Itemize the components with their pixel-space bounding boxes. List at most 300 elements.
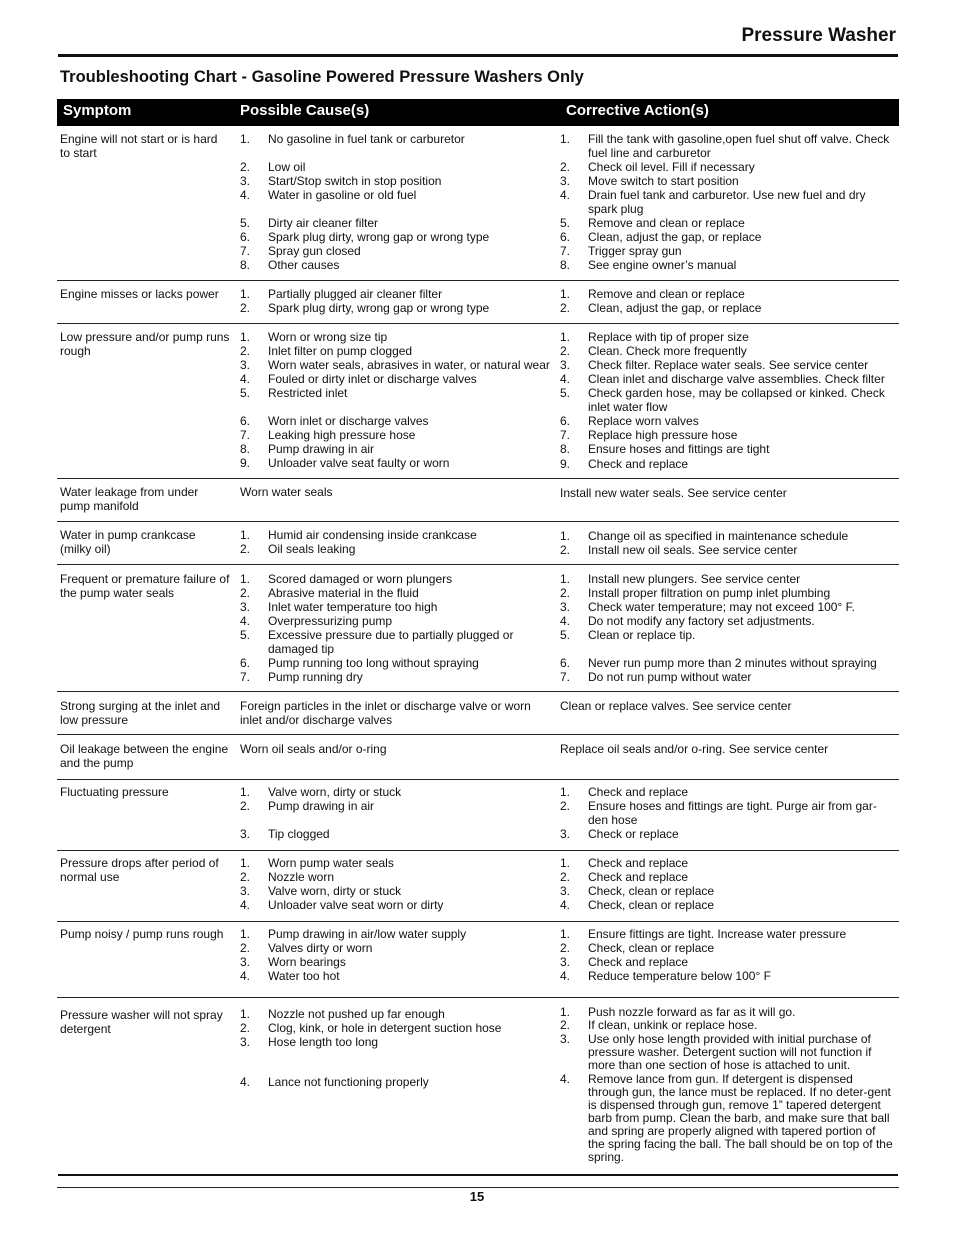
list-item	[240, 456, 550, 470]
item-text: Valves dirty or worn	[268, 941, 373, 955]
item-text: Unloader valve seat worn or dirty	[268, 898, 444, 912]
item-number: 1.	[240, 856, 251, 870]
item-text: Remove and clean or replace	[588, 287, 745, 301]
item-text: Leaking high pressure hose	[268, 428, 416, 442]
item-text: Reduce temperature below 100° F	[588, 969, 771, 983]
list-item	[560, 230, 895, 244]
list-item	[240, 485, 550, 499]
item-number: 3.	[560, 1032, 571, 1046]
item-number: 2.	[560, 344, 571, 358]
item-text: Valve worn, dirty or stuck	[268, 884, 402, 898]
causes-cell	[240, 692, 550, 734]
item-text: Scored damaged or worn plungers	[268, 572, 453, 586]
item-text: Water too hot	[268, 969, 340, 983]
list-item	[240, 344, 550, 358]
item-text: Spark plug dirty, wrong gap or wrong type	[268, 230, 490, 244]
list-item	[560, 543, 895, 557]
list-item	[560, 1019, 895, 1032]
list-item	[240, 699, 550, 727]
list-item	[240, 428, 550, 442]
item-number: 5.	[240, 628, 251, 642]
item-text: Worn inlet or discharge valves	[268, 414, 429, 428]
list-item	[560, 330, 895, 344]
list-item	[240, 244, 550, 258]
table-row	[57, 522, 899, 565]
item-text: Install proper filtration on pump inlet plumbing	[588, 586, 831, 600]
item-text: Change oil as specified in maintenance schedule	[588, 529, 849, 543]
list-item	[560, 600, 895, 614]
list-item	[560, 344, 895, 358]
column-header-causes: Possible Cause(s)	[240, 102, 370, 119]
actions-cell	[560, 479, 895, 521]
header-divider	[58, 54, 898, 57]
item-text: Clean, adjust the gap, or replace	[588, 230, 762, 244]
item-text: Start/Stop switch in stop position	[268, 174, 442, 188]
symptom-cell: Frequent or premature failure of the pump water seals	[60, 572, 230, 600]
list-item	[560, 160, 895, 174]
item-number: 2.	[240, 941, 251, 955]
item-number: 4.	[240, 1075, 251, 1089]
item-text: Worn oil seals and/or o-ring	[240, 742, 387, 756]
item-text: Check or replace	[588, 827, 679, 841]
list-item	[240, 656, 550, 670]
list-item	[560, 258, 895, 272]
item-number: 4.	[560, 614, 571, 628]
item-text: Drain fuel tank and carburetor. Use new fuel and dry spark plug	[588, 188, 866, 216]
item-number: 5.	[240, 386, 251, 400]
list-item	[240, 414, 550, 428]
list-item	[560, 628, 895, 642]
item-text: Lance not functioning properly	[268, 1075, 429, 1089]
item-text: Clean, adjust the gap, or replace	[588, 301, 762, 315]
item-text: Check water temperature; may not exceed 100° F.	[588, 600, 855, 614]
list-item	[560, 1033, 895, 1072]
item-number: 1.	[560, 330, 571, 344]
item-text: Other causes	[268, 258, 340, 272]
list-item	[240, 898, 550, 912]
item-text: Check, clean or replace	[588, 941, 715, 955]
item-number: 3.	[560, 174, 571, 188]
symptom-cell: Low pressure and/or pump runs rough	[60, 330, 230, 358]
item-number: 4.	[560, 969, 571, 983]
list-item	[240, 1036, 550, 1049]
item-text: Overpressurizing pump	[268, 614, 393, 628]
table-row	[57, 479, 899, 522]
item-number: 7.	[240, 670, 251, 684]
troubleshooting-table	[57, 126, 899, 1188]
item-text: Pump drawing in air	[268, 442, 375, 456]
item-text: Worn bearings	[268, 955, 346, 969]
list-item	[240, 442, 550, 456]
item-number: 6.	[240, 230, 251, 244]
causes-cell	[240, 735, 550, 779]
column-header-actions: Corrective Action(s)	[566, 102, 709, 119]
list-item	[560, 442, 895, 456]
causes-cell	[240, 281, 550, 323]
item-number: 7.	[560, 244, 571, 258]
item-text: Remove lance from gun. If detergent is dispensed through gun, the lance must be replaced. If no deter-gent is dispensed through gun, remove 1” tapered detergent barb from pump. Clean the barb, and make sure that ball and spring are properly aligned with tapered portion of the spring facing the ball. The ball should be on top of the spring.	[588, 1072, 893, 1164]
actions-cell	[560, 735, 895, 779]
table-row	[57, 692, 899, 735]
item-text: Install new plungers. See service center	[588, 572, 801, 586]
symptom-cell: Pressure drops after period of normal use	[60, 856, 219, 884]
list-item	[240, 941, 550, 955]
item-number: 9.	[240, 456, 251, 470]
item-text: Ensure hoses and fittings are tight	[588, 442, 770, 456]
list-item	[240, 785, 550, 799]
list-item	[240, 216, 550, 230]
item-text: Replace worn valves	[588, 414, 699, 428]
item-text: Nozzle not pushed up far enough	[268, 1007, 445, 1021]
item-number: 2.	[240, 1021, 251, 1035]
item-number: 2.	[240, 586, 251, 600]
item-text: Check and replace	[588, 785, 689, 799]
list-item	[560, 372, 895, 386]
item-number: 2.	[240, 344, 251, 358]
item-number: 5.	[240, 216, 251, 230]
item-number: 7.	[560, 670, 571, 684]
item-number: 7.	[240, 428, 251, 442]
list-item	[560, 856, 895, 870]
list-item	[560, 174, 895, 188]
item-text: Never run pump more than 2 minutes without spraying	[588, 656, 877, 670]
item-number: 2.	[560, 543, 571, 557]
list-item	[560, 699, 895, 713]
item-text: Low oil	[268, 160, 306, 174]
list-item	[560, 386, 895, 414]
causes-cell	[240, 522, 550, 564]
list-item	[240, 358, 550, 372]
list-item	[560, 614, 895, 628]
item-text: Check oil level. Fill if necessary	[588, 160, 755, 174]
list-item	[560, 927, 895, 941]
list-item	[560, 1073, 895, 1164]
list-item	[560, 656, 895, 670]
causes-cell	[240, 780, 550, 850]
item-text: Unloader valve seat faulty or worn	[268, 456, 450, 470]
table-row	[57, 735, 899, 780]
table-row	[57, 851, 899, 922]
list-item	[560, 216, 895, 230]
item-number: 5.	[560, 386, 571, 400]
table-header	[57, 99, 899, 126]
item-text: Spray gun closed	[268, 244, 361, 258]
item-number: 4.	[240, 614, 251, 628]
list-item	[560, 301, 895, 315]
item-text: Do not run pump without water	[588, 670, 752, 684]
item-number: 9.	[560, 457, 571, 471]
causes-cell	[240, 324, 550, 478]
list-item	[240, 827, 550, 841]
item-text: Check, clean or replace	[588, 898, 715, 912]
causes-cell	[240, 565, 550, 691]
item-text: Pump drawing in air	[268, 799, 375, 813]
causes-cell	[240, 998, 550, 1187]
item-number: 4.	[560, 898, 571, 912]
item-text: Push nozzle forward as far as it will go.	[588, 1005, 796, 1019]
causes-cell	[240, 922, 550, 997]
item-text: Worn pump water seals	[268, 856, 394, 870]
list-item	[560, 941, 895, 955]
item-number: 7.	[240, 244, 251, 258]
list-item	[560, 572, 895, 586]
item-number: 3.	[560, 884, 571, 898]
item-number: 8.	[560, 258, 571, 272]
item-text: Ensure fittings are tight. Increase water pressure	[588, 927, 847, 941]
item-text: Spark plug dirty, wrong gap or wrong type	[268, 301, 490, 315]
item-text: Check and replace	[588, 955, 689, 969]
item-number: 3.	[240, 827, 251, 841]
page-number: 15	[469, 1189, 485, 1204]
actions-cell	[560, 281, 895, 323]
symptom-cell: Water leakage from under pump manifold	[60, 485, 199, 513]
item-text: Remove and clean or replace	[588, 216, 745, 230]
table-row	[57, 922, 899, 998]
item-number: 8.	[240, 442, 251, 456]
item-number: 1.	[240, 330, 251, 344]
item-number: 2.	[560, 799, 571, 813]
list-item	[560, 969, 895, 983]
item-number: 2.	[560, 870, 571, 884]
item-text: Pump running too long without spraying	[268, 656, 479, 670]
symptom-cell: Oil leakage between the engine and the pump	[60, 742, 229, 770]
item-number: 2.	[560, 160, 571, 174]
list-item	[560, 799, 895, 827]
item-text: Install new water seals. See service center	[560, 486, 787, 500]
item-text: Check garden hose, may be collapsed or kinked. Check inlet water flow	[588, 386, 885, 414]
actions-cell	[560, 922, 895, 997]
item-text: Pump running dry	[268, 670, 363, 684]
item-number: 6.	[240, 656, 251, 670]
table-row	[57, 998, 899, 1188]
item-text: Inlet water temperature too high	[268, 600, 438, 614]
actions-cell	[560, 692, 895, 734]
item-text: Ensure hoses and fittings are tight. Purge air from gar-den hose	[588, 799, 877, 827]
item-text: Install new oil seals. See service center	[588, 543, 798, 557]
item-text: Dirty air cleaner filter	[268, 216, 379, 230]
list-item	[240, 884, 550, 898]
list-item	[240, 586, 550, 600]
item-text: Fouled or dirty inlet or discharge valves	[268, 372, 477, 386]
list-item	[240, 955, 550, 969]
item-number: 4.	[240, 969, 251, 983]
item-number: 2.	[240, 870, 251, 884]
item-text: Worn water seals	[240, 485, 333, 499]
list-item	[560, 428, 895, 442]
item-number: 3.	[240, 884, 251, 898]
item-text: Clean inlet and discharge valve assemblies. Check filter	[588, 372, 885, 386]
item-number: 1.	[240, 572, 251, 586]
item-number: 2.	[560, 1018, 571, 1032]
item-text: Do not modify any factory set adjustments.	[588, 614, 815, 628]
item-number: 2.	[240, 160, 251, 174]
list-item	[560, 898, 895, 912]
item-number: 1.	[560, 1005, 571, 1019]
list-item	[560, 586, 895, 600]
item-number: 8.	[240, 258, 251, 272]
symptom-cell: Pressure washer will not spray detergent	[60, 1008, 223, 1036]
item-text: Move switch to start position	[588, 174, 739, 188]
item-number: 6.	[560, 656, 571, 670]
list-item	[240, 1008, 550, 1021]
list-item	[240, 160, 550, 174]
actions-cell	[560, 998, 895, 1187]
item-number: 1.	[240, 927, 251, 941]
list-item	[240, 330, 550, 344]
item-number: 2.	[560, 586, 571, 600]
item-number: 1.	[560, 529, 571, 543]
item-number: 5.	[560, 628, 571, 642]
causes-cell	[240, 479, 550, 521]
list-item	[240, 614, 550, 628]
list-item	[560, 414, 895, 428]
list-item	[560, 884, 895, 898]
item-text: Water in gasoline or old fuel	[268, 188, 417, 202]
item-number: 4.	[240, 898, 251, 912]
table-row	[57, 780, 899, 851]
item-number: 4.	[240, 372, 251, 386]
list-item	[560, 742, 895, 756]
actions-cell	[560, 851, 895, 921]
list-item	[560, 457, 895, 471]
item-number: 8.	[560, 442, 571, 456]
item-text: Clean. Check more frequently	[588, 344, 747, 358]
item-number: 1.	[240, 132, 251, 146]
item-number: 5.	[560, 216, 571, 230]
item-number: 3.	[560, 955, 571, 969]
item-text: Worn or wrong size tip	[268, 330, 388, 344]
table-row	[57, 565, 899, 692]
item-text: Restricted inlet	[268, 386, 348, 400]
list-item	[560, 529, 895, 543]
actions-cell	[560, 126, 895, 280]
list-item	[240, 174, 550, 188]
actions-cell	[560, 324, 895, 478]
list-item	[240, 600, 550, 614]
list-item	[560, 244, 895, 258]
item-number: 2.	[240, 542, 251, 556]
item-text: Clean or replace tip.	[588, 628, 696, 642]
symptom-cell: Fluctuating pressure	[60, 785, 169, 799]
list-item	[240, 258, 550, 272]
actions-cell	[560, 565, 895, 691]
list-item	[560, 287, 895, 301]
table-row	[57, 126, 899, 281]
item-text: Fill the tank with gasoline,open fuel shut off valve. Check fuel line and carburetor	[588, 132, 890, 160]
item-text: Clean or replace valves. See service center	[560, 699, 792, 713]
item-text: Valve worn, dirty or stuck	[268, 785, 402, 799]
column-header-symptom: Symptom	[63, 102, 132, 119]
item-text: Check and replace	[588, 457, 689, 471]
item-number: 1.	[560, 785, 571, 799]
page-header-title: Pressure Washer	[741, 25, 896, 46]
item-text: Check, clean or replace	[588, 884, 715, 898]
item-text: Hose length too long	[268, 1035, 379, 1049]
item-number: 3.	[560, 600, 571, 614]
item-number: 3.	[560, 827, 571, 841]
item-text: Foreign particles in the inlet or discharge valve or worn inlet and/or discharge valves	[240, 699, 531, 727]
item-text: Abrasive material in the fluid	[268, 586, 419, 600]
list-item	[240, 572, 550, 586]
item-number: 2.	[240, 799, 251, 813]
item-number: 3.	[240, 174, 251, 188]
symptom-cell: Strong surging at the inlet and low pressure	[60, 699, 221, 727]
list-item	[560, 785, 895, 799]
list-item	[560, 486, 895, 500]
item-number: 1.	[560, 572, 571, 586]
item-text: Check and replace	[588, 870, 689, 884]
list-item	[240, 528, 550, 542]
item-number: 3.	[240, 358, 251, 372]
item-number: 2.	[560, 301, 571, 315]
item-number: 1.	[240, 287, 251, 301]
symptom-cell: Water in pump crankcase (milky oil)	[60, 528, 196, 556]
list-item	[560, 955, 895, 969]
item-text: Tip clogged	[268, 827, 330, 841]
list-item	[560, 188, 895, 216]
item-text: No gasoline in fuel tank or carburetor	[268, 132, 465, 146]
item-text: Partially plugged air cleaner filter	[268, 287, 443, 301]
list-item	[240, 372, 550, 386]
table-row	[57, 281, 899, 324]
item-number: 2.	[560, 941, 571, 955]
item-number: 6.	[240, 414, 251, 428]
item-text: If clean, unkink or replace hose.	[588, 1018, 758, 1032]
list-item	[560, 870, 895, 884]
list-item	[560, 670, 895, 684]
list-item	[240, 1076, 550, 1089]
item-number: 3.	[240, 955, 251, 969]
footer-divider	[58, 1174, 898, 1176]
item-text: Use only hose length provided with initial purchase of pressure washer. Detergent suction will not function if more than one section of hose is attached to unit.	[588, 1032, 872, 1072]
item-number: 1.	[560, 856, 571, 870]
item-text: Replace high pressure hose	[588, 428, 738, 442]
item-number: 4.	[560, 1072, 571, 1086]
item-text: See engine owner’s manual	[588, 258, 737, 272]
item-text: Pump drawing in air/low water supply	[268, 927, 467, 941]
item-text: Replace with tip of proper size	[588, 330, 749, 344]
item-number: 1.	[560, 927, 571, 941]
causes-cell	[240, 126, 550, 280]
list-item	[240, 799, 550, 813]
item-number: 1.	[560, 132, 571, 146]
symptom-cell: Pump noisy / pump runs rough	[60, 927, 224, 941]
list-item	[240, 927, 550, 941]
list-item	[240, 1022, 550, 1035]
item-number: 3.	[240, 600, 251, 614]
item-number: 1.	[240, 1007, 251, 1021]
item-text: Inlet filter on pump clogged	[268, 344, 413, 358]
item-number: 1.	[240, 785, 251, 799]
item-text: Worn water seals, abrasives in water, or natural wear	[268, 358, 550, 372]
list-item	[240, 969, 550, 983]
list-item	[240, 742, 550, 756]
item-number: 1.	[240, 528, 251, 542]
chart-title: Troubleshooting Chart - Gasoline Powered Pressure Washers Only	[60, 68, 584, 86]
table-row	[57, 324, 899, 479]
actions-cell	[560, 780, 895, 850]
item-number: 2.	[240, 301, 251, 315]
list-item	[240, 856, 550, 870]
item-text: Trigger spray gun	[588, 244, 682, 258]
item-number: 4.	[560, 188, 571, 202]
item-text: Nozzle worn	[268, 870, 335, 884]
item-number: 1.	[560, 287, 571, 301]
item-number: 3.	[240, 1035, 251, 1049]
list-item	[240, 230, 550, 244]
list-item	[240, 542, 550, 556]
item-number: 3.	[560, 358, 571, 372]
